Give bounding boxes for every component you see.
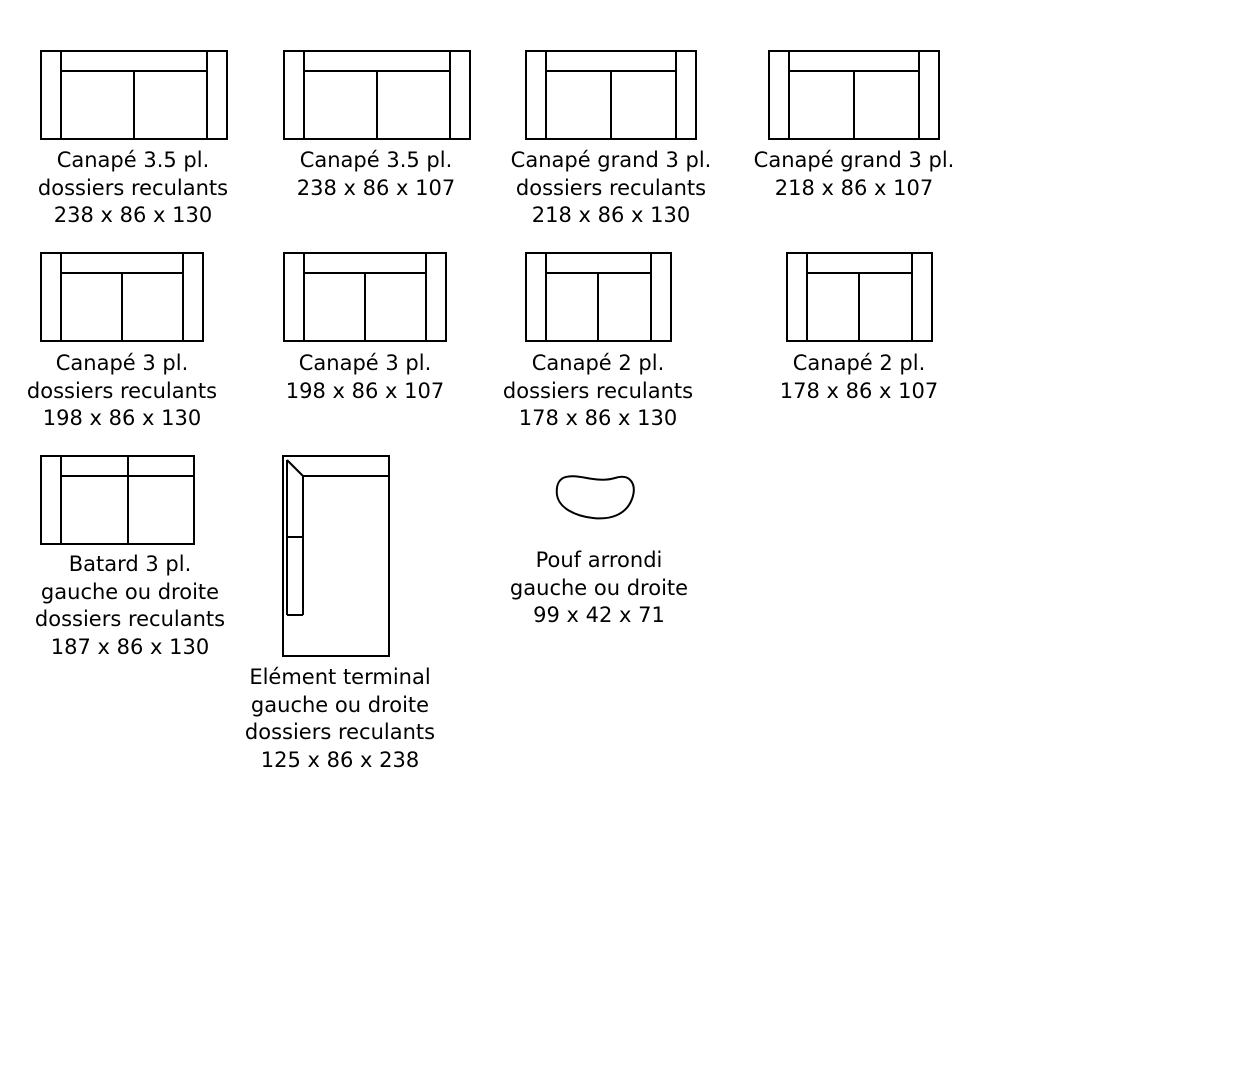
sofa-3-reclining-caption: Canapé 3 pl. dossiers reculants 198 x 86 x 130 <box>26 351 218 430</box>
sofa-3-drawing <box>283 252 447 342</box>
end-element-drawing <box>282 455 390 657</box>
sofa-3-reclining-drawing <box>40 252 204 342</box>
sofa-2-caption: Canapé 2 pl. 178 x 86 x 107 <box>779 351 939 403</box>
sofa-grand-3-caption: Canapé grand 3 pl. 218 x 86 x 107 <box>753 148 955 200</box>
sofa-3-caption: Canapé 3 pl. 198 x 86 x 107 <box>285 351 445 403</box>
batard-3-caption: Batard 3 pl. gauche ou droite dossiers reculants 187 x 86 x 130 <box>34 552 226 659</box>
sofa-2-reclining-drawing <box>525 252 672 342</box>
sofa-3-5-drawing <box>283 50 471 140</box>
end-element-caption: Elément terminal gauche ou droite dossiers reculants 125 x 86 x 238 <box>244 665 436 772</box>
sofa-grand-3-reclining-drawing <box>525 50 697 140</box>
batard-3-drawing <box>40 455 195 545</box>
sofa-3-5-reclining-drawing <box>40 50 228 140</box>
sofa-3-5-reclining-caption: Canapé 3.5 pl. dossiers reculants 238 x 86 x 130 <box>37 148 229 227</box>
pouf-caption: Pouf arrondi gauche ou droite 99 x 42 x 71 <box>509 548 689 627</box>
sofa-grand-3-reclining-caption: Canapé grand 3 pl. dossiers reculants 218 x 86 x 130 <box>510 148 712 227</box>
sofa-2-drawing <box>786 252 933 342</box>
sofa-3-5-caption: Canapé 3.5 pl. 238 x 86 x 107 <box>296 148 456 200</box>
sofa-grand-3-drawing <box>768 50 940 140</box>
pouf-drawing <box>555 473 637 521</box>
sofa-2-reclining-caption: Canapé 2 pl. dossiers reculants 178 x 86 x 130 <box>502 351 694 430</box>
